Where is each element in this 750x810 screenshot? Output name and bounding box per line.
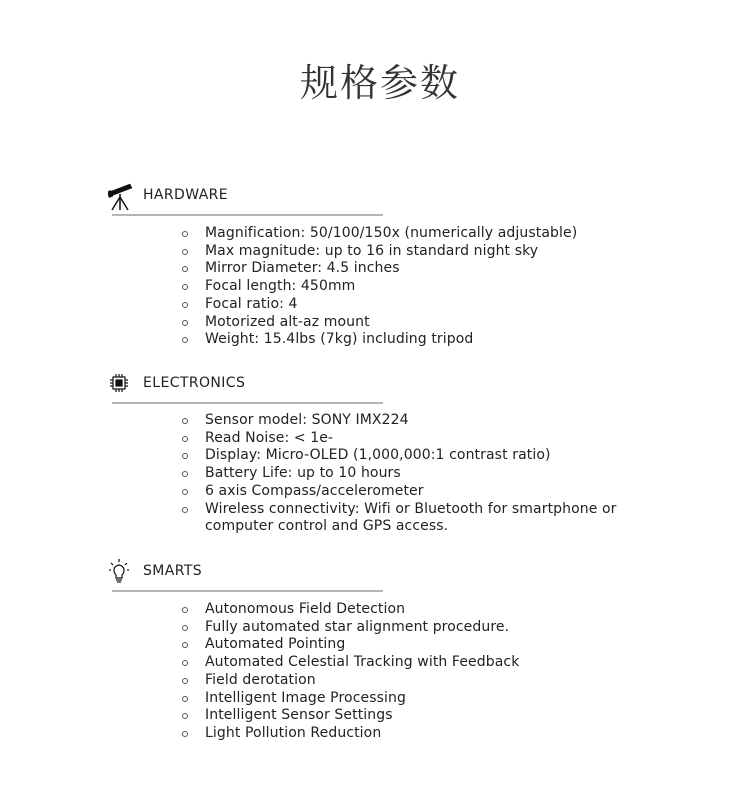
list-item: 6 axis Compass/accelerometer	[180, 483, 650, 501]
list-item: Intelligent Sensor Settings	[180, 707, 650, 725]
page-title: 规格参数	[299, 61, 460, 105]
list-item: Weight: 15.4lbs (7kg) including tripod	[180, 331, 650, 349]
list-item: Fully automated star alignment procedure.	[180, 619, 650, 637]
list-item: Automated Celestial Tracking with Feedback	[180, 654, 650, 672]
list-item: Display: Micro-OLED (1,000,000:1 contrast ratio)	[180, 447, 650, 465]
list-item: Field derotation	[180, 672, 650, 690]
section-divider	[112, 590, 383, 592]
section-header-hardware	[108, 181, 668, 213]
section-heading-smarts: SMARTS	[143, 563, 203, 579]
section-header-smarts	[108, 557, 668, 589]
list-item: Battery Life: up to 10 hours	[180, 465, 650, 483]
spec-list-hardware	[180, 225, 650, 349]
list-item: Focal length: 450mm	[180, 278, 650, 296]
section-heading-hardware: HARDWARE	[143, 187, 229, 203]
list-item: Intelligent Image Processing	[180, 690, 650, 708]
spec-list-smarts	[180, 601, 650, 743]
section-header-electronics	[108, 369, 668, 401]
list-item: Sensor model: SONY IMX224	[180, 412, 650, 430]
list-item: Magnification: 50/100/150x (numerically adjustable)	[180, 225, 650, 243]
section-divider	[112, 214, 383, 216]
list-item: Read Noise: < 1e-	[180, 430, 650, 448]
spec-list-electronics	[180, 412, 650, 536]
list-item: Automated Pointing	[180, 636, 650, 654]
list-item: Mirror Diameter: 4.5 inches	[180, 260, 650, 278]
list-item: Wireless connectivity: Wifi or Bluetooth for smartphone or computer control and GPS access.	[180, 501, 650, 536]
list-item: Max magnitude: up to 16 in standard night sky	[180, 243, 650, 261]
section-divider	[112, 402, 383, 404]
lightbulb-icon	[108, 557, 132, 587]
list-item: Focal ratio: 4	[180, 296, 650, 314]
chip-icon	[108, 369, 132, 399]
list-item: Autonomous Field Detection	[180, 601, 650, 619]
section-heading-electronics: ELECTRONICS	[143, 375, 246, 391]
section-hardware	[108, 181, 668, 348]
list-item: Motorized alt-az mount	[180, 314, 650, 332]
section-electronics	[108, 369, 668, 535]
section-smarts	[108, 557, 668, 741]
telescope-icon	[108, 181, 132, 211]
list-item: Light Pollution Reduction	[180, 725, 650, 743]
